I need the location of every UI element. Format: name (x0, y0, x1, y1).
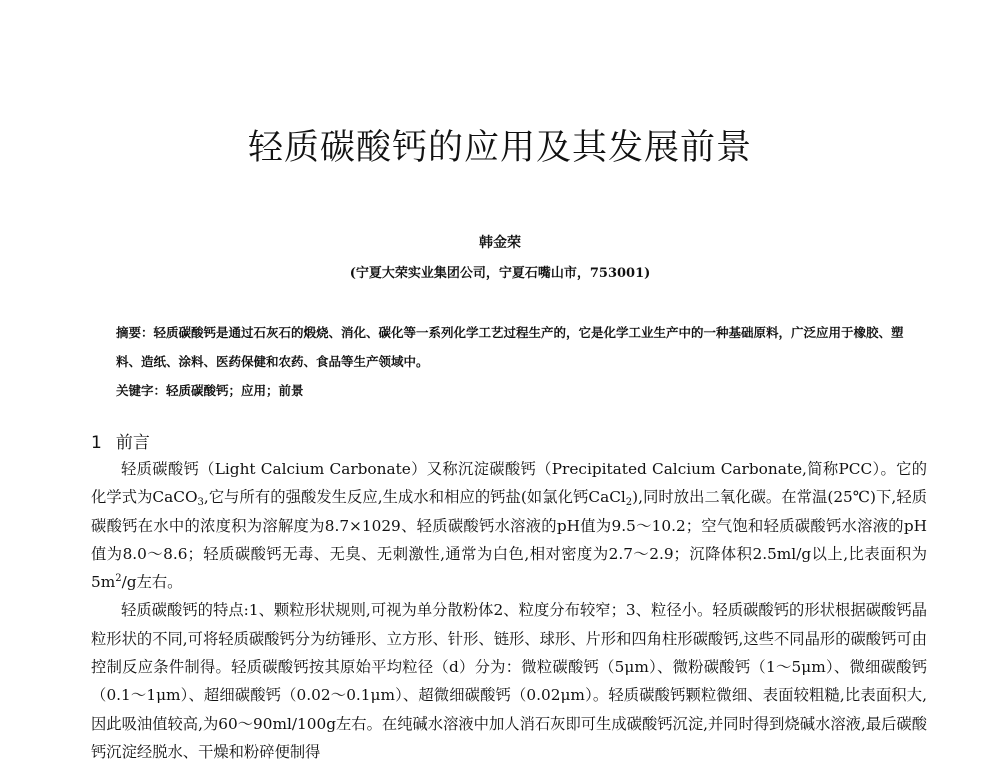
keywords-label: 关键字： (116, 383, 167, 398)
body-text (91, 455, 927, 766)
section-number: 1 (91, 433, 102, 453)
body-paragraph-2: 轻质碳酸钙的特点:1、颗粒形状规则,可视为单分散粉体2、粒度分布较窄；3、粒径小。轻质碳酸钙的形状根据碳酸钙晶粒形状的不同,可将轻质碳酸钙分为纺锤形、立方形、针形、链形、球形、片形和四角柱形碳酸钙,这些不同晶形的碳酸钙可由控制反应条件制得。轻质碳酸钙按其原始平均粒径（d）分为：微粒碳酸钙（5μm）、微粉碳酸钙（1～5μm）、微细碳酸钙（0.1～1μm）、超细碳酸钙（0.02～0.1μm）、超微细碳酸钙（0.02μm）。轻质碳酸钙颗粒微细、表面较粗糙,比表面积大,因此吸油值较高,为60～90ml/100g左右。在纯碱水溶液中加人消石灰即可生成碳酸钙沉淀,并同时得到烧碱水溶液,最后碳酸钙沉淀经脱水、干燥和粉碎便制得 (91, 601, 928, 761)
section-heading-intro (91, 428, 150, 453)
keywords-text: 轻质碳酸钙；应用；前景 (166, 383, 304, 398)
para1-text-b: ,它与所有的强酸发生反应,生成水和相应的钙盐(如氯化钙CaCl (203, 488, 626, 507)
para1-text-d: /g左右。 (121, 573, 183, 592)
author-affiliation: (宁夏大荣实业集团公司，宁夏石嘴山市，753001) (349, 266, 651, 281)
para1-subscript-1: 3 (197, 497, 204, 509)
para1-superscript-1: 2 (115, 573, 122, 585)
abstract-label: 摘要： (116, 325, 154, 340)
keywords-paragraph (116, 376, 926, 405)
para1-text-c: ),同时放出二氧化碳。在常温(25℃)下,轻质碳酸钙在水中的浓度积为溶解度为8.7×1029、轻质碳酸钙水溶液的pH值为9.5～10.2；空气饱和轻质碳酸钙水溶液的pH值为8.0～8.6；轻质碳酸钙无毒、无臭、无刺激性,通常为白色,相对密度为2.7～2.9；沉降体积2.5ml/g以上,比表面积为5m (91, 488, 927, 592)
para1-text-a: 轻质碳酸钙（Light Calcium Carbonate）又称沉淀碳酸钙（Precipitated Calcium Carbonate,简称PCC）。它的化学式为CaCO (91, 460, 927, 507)
abstract-text: 轻质碳酸钙是通过石灰石的煅烧、消化、碳化等一系列化学工艺过程生产的，它是化学工业生产中的一种基础原料，广泛应用于橡胶、塑料、造纸、涂料、医药保健和农药、食品等生产领域中。 (116, 325, 904, 369)
author-name: 韩金荣 (479, 235, 521, 251)
para1-subscript-2: 2 (625, 497, 633, 509)
body-paragraph-1 (91, 455, 927, 596)
section-title: 前言 (115, 433, 150, 453)
abstract-paragraph (116, 318, 926, 376)
paper-title: 轻质碳酸钙的应用及其发展前景 (247, 128, 752, 168)
abstract-block (116, 318, 926, 405)
